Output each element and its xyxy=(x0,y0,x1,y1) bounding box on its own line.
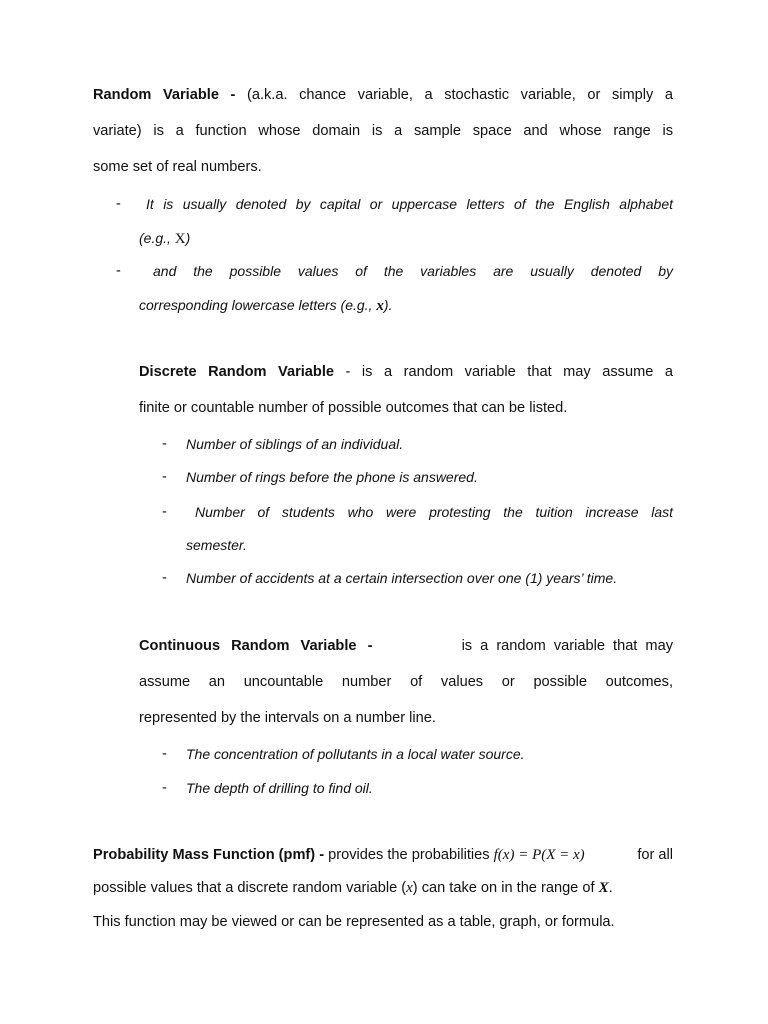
continuous-line1: Continuous Random Variable - is a random variable that may xyxy=(139,638,673,654)
bullet-dash: - xyxy=(116,196,121,212)
pmf-line3: This function may be viewed or can be represented as a table, graph, or formula. xyxy=(93,914,615,930)
bullet-dash: - xyxy=(162,436,167,452)
bullet-dash: - xyxy=(162,504,167,520)
random-variable-line1: Random Variable - (a.k.a. chance variable, a stochastic variable, or simply a xyxy=(93,87,674,103)
rv-bullet-1-line1: It is usually denoted by capital or uppercase letters of the English alphabet xyxy=(146,196,673,212)
discrete-example-1: Number of siblings of an individual. xyxy=(186,436,404,452)
discrete-line2: finite or countable number of possible outcomes that can be listed. xyxy=(139,400,568,416)
discrete-term: Discrete Random Variable xyxy=(139,364,335,380)
bullet-dash: - xyxy=(162,469,167,485)
continuous-line2: assume an uncountable number of values or possible outcomes, xyxy=(139,674,673,690)
random-variable-term: Random Variable - xyxy=(93,87,236,103)
bullet-dash: - xyxy=(162,780,167,796)
discrete-example-4: Number of accidents at a certain intersection over one (1) years’ time. xyxy=(186,570,618,586)
rv-bullet-2-line1: and the possible values of the variables are usually denoted by xyxy=(153,263,673,279)
continuous-example-1: The concentration of pollutants in a local water source. xyxy=(186,746,525,762)
random-variable-line2: variate) is a function whose domain is a sample space and whose range is xyxy=(93,123,673,139)
pmf-line1: Probability Mass Function (pmf) - provides the probabilities f(x) = P(X = x) for all xyxy=(93,847,673,863)
rv-bullet-2-line2: corresponding lowercase letters (e.g., x). xyxy=(139,297,393,314)
discrete-line1: Discrete Random Variable - is a random variable that may assume a xyxy=(139,364,673,380)
continuous-term: Continuous Random Variable - xyxy=(139,638,373,654)
continuous-example-2: The depth of drilling to find oil. xyxy=(186,780,373,796)
bullet-dash: - xyxy=(162,746,167,762)
continuous-line3: represented by the intervals on a number line. xyxy=(139,710,436,726)
discrete-example-3-cont: semester. xyxy=(186,537,247,553)
discrete-example-2: Number of rings before the phone is answered. xyxy=(186,469,478,485)
bullet-dash: - xyxy=(116,263,121,279)
random-variable-line3: some set of real numbers. xyxy=(93,159,262,175)
discrete-example-3: Number of students who were protesting the tuition increase last xyxy=(195,504,673,520)
pmf-line2: possible values that a discrete random variable (x) can take on in the range of X. xyxy=(93,880,613,896)
pmf-formula: f(x) = P(X = x) xyxy=(493,847,585,863)
pmf-term: Probability Mass Function (pmf) - xyxy=(93,847,325,863)
bullet-dash: - xyxy=(162,570,167,586)
rv-bullet-1-line2: (e.g., X) xyxy=(139,230,191,247)
